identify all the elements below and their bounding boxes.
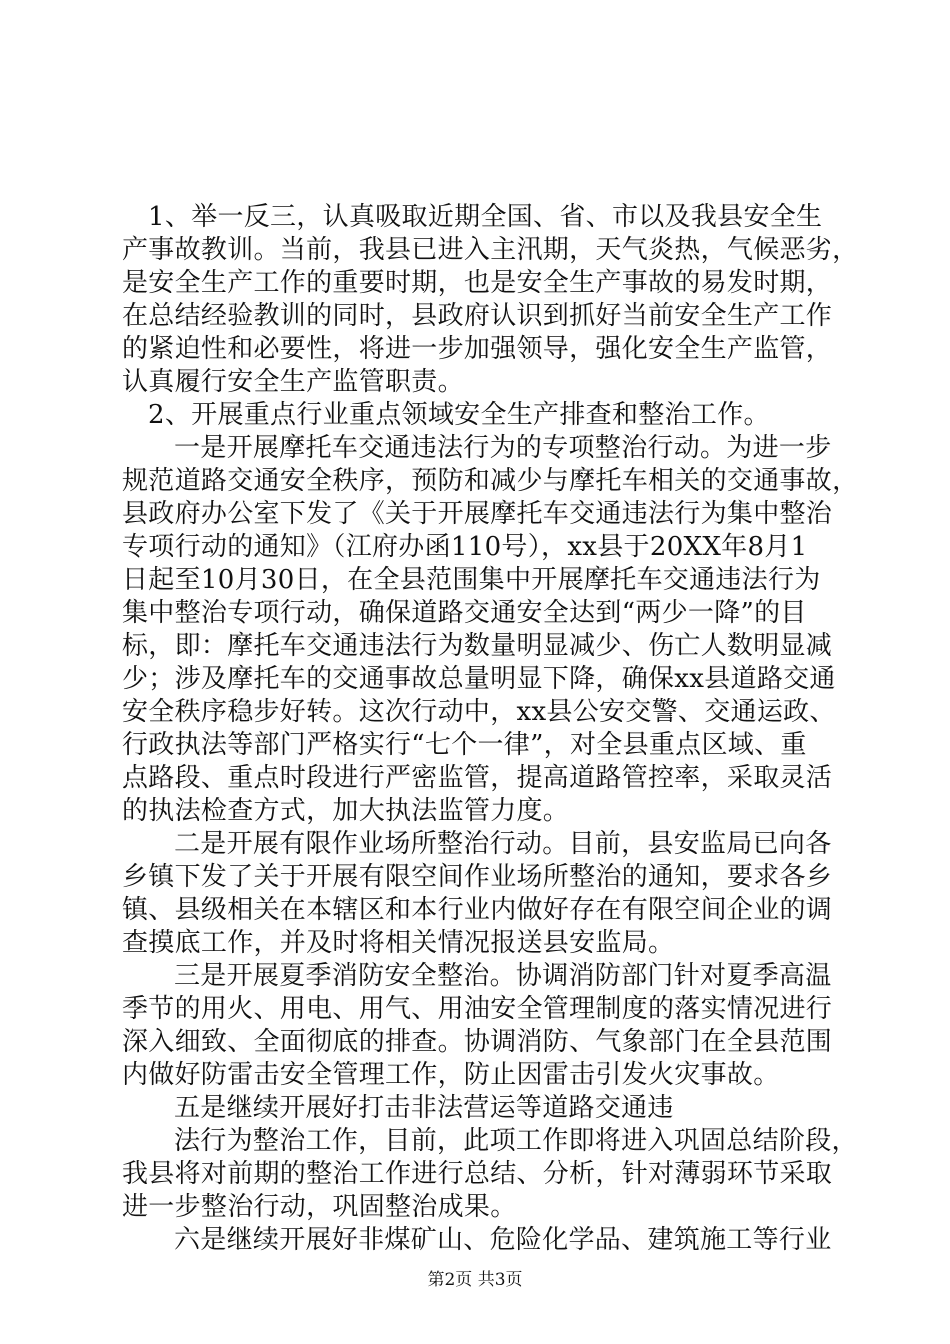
text-line: 内做好防雷击安全管理工作，防止因雷击引发火灾事故。 <box>122 1060 780 1090</box>
text-line: 日起至10月30日，在全县范围集中开展摩托车交通违法行为 <box>122 565 821 595</box>
text-line: 县政府办公室下发了《关于开展摩托车交通违法行为集中整治 <box>122 499 833 529</box>
text-line: 我县将对前期的整治工作进行总结、分析，针对薄弱环节采取 <box>122 1159 833 1189</box>
text-line: 点路段、重点时段进行严密监管，提高道路管控率，采取灵活 <box>122 763 833 793</box>
page-footer: 第2页 共3页 <box>427 1270 523 1290</box>
text-line: 乡镇下发了关于开展有限空间作业场所整治的通知，要求各乡 <box>122 862 833 892</box>
text-line: 季节的用火、用电、用气、用油安全管理制度的落实情况进行 <box>122 994 833 1024</box>
text-line: 法行为整治工作，目前，此项工作即将进入巩固总结阶段， <box>174 1126 858 1156</box>
text-line: 二是开展有限作业场所整治行动。目前，县安监局已向各 <box>174 829 832 859</box>
text-line: 三是开展夏季消防安全整治。协调消防部门针对夏季高温 <box>174 961 832 991</box>
text-line: 少；涉及摩托车的交通事故总量明显下降，确保xx县道路交通 <box>122 664 836 694</box>
text-line: 规范道路交通安全秩序，预防和减少与摩托车相关的交通事故， <box>122 466 859 496</box>
text-line: 产事故教训。当前，我县已进入主汛期，天气炎热，气候恶劣， <box>122 235 859 265</box>
text-line: 集中整治专项行动，确保道路交通安全达到“两少一降”的目 <box>122 598 807 628</box>
text-line: 深入细致、全面彻底的排查。协调消防、气象部门在全县范围 <box>122 1027 833 1057</box>
text-line: 六是继续开展好非煤矿山、危险化学品、建筑施工等行业 <box>174 1225 832 1255</box>
text-line: 安全秩序稳步好转。这次行动中，xx县公安交警、交通运政、 <box>122 697 836 727</box>
text-line: 进一步整治行动，巩固整治成果。 <box>122 1192 517 1222</box>
text-line: 标，即：摩托车交通违法行为数量明显减少、伤亡人数明显减 <box>122 631 833 661</box>
text-line: 1、举一反三，认真吸取近期全国、省、市以及我县安全生 <box>148 202 823 232</box>
text-line: 的紧迫性和必要性，将进一步加强领导，强化安全生产监管， <box>122 334 833 364</box>
text-line: 五是继续开展好打击非法营运等道路交通违 <box>174 1093 674 1123</box>
text-line: 专项行动的通知》（江府办函110号），xx县于20XX年8月1 <box>122 532 808 562</box>
text-line: 认真履行安全生产监管职责。 <box>122 367 464 397</box>
text-line: 一是开展摩托车交通违法行为的专项整治行动。为进一步 <box>174 433 832 463</box>
text-line: 的执法检查方式，加大执法监管力度。 <box>122 796 570 826</box>
text-line: 在总结经验教训的同时，县政府认识到抓好当前安全生产工作 <box>122 301 833 331</box>
text-line: 镇、县级相关在本辖区和本行业内做好存在有限空间企业的调 <box>122 895 833 925</box>
text-line: 是安全生产工作的重要时期，也是安全生产事故的易发时期， <box>122 268 833 298</box>
text-line: 2、开展重点行业重点领域安全生产排查和整治工作。 <box>148 400 770 430</box>
text-line: 查摸底工作，并及时将相关情况报送县安监局。 <box>122 928 675 958</box>
text-line: 行政执法等部门严格实行“七个一律”，对全县重点区域、重 <box>122 730 807 760</box>
